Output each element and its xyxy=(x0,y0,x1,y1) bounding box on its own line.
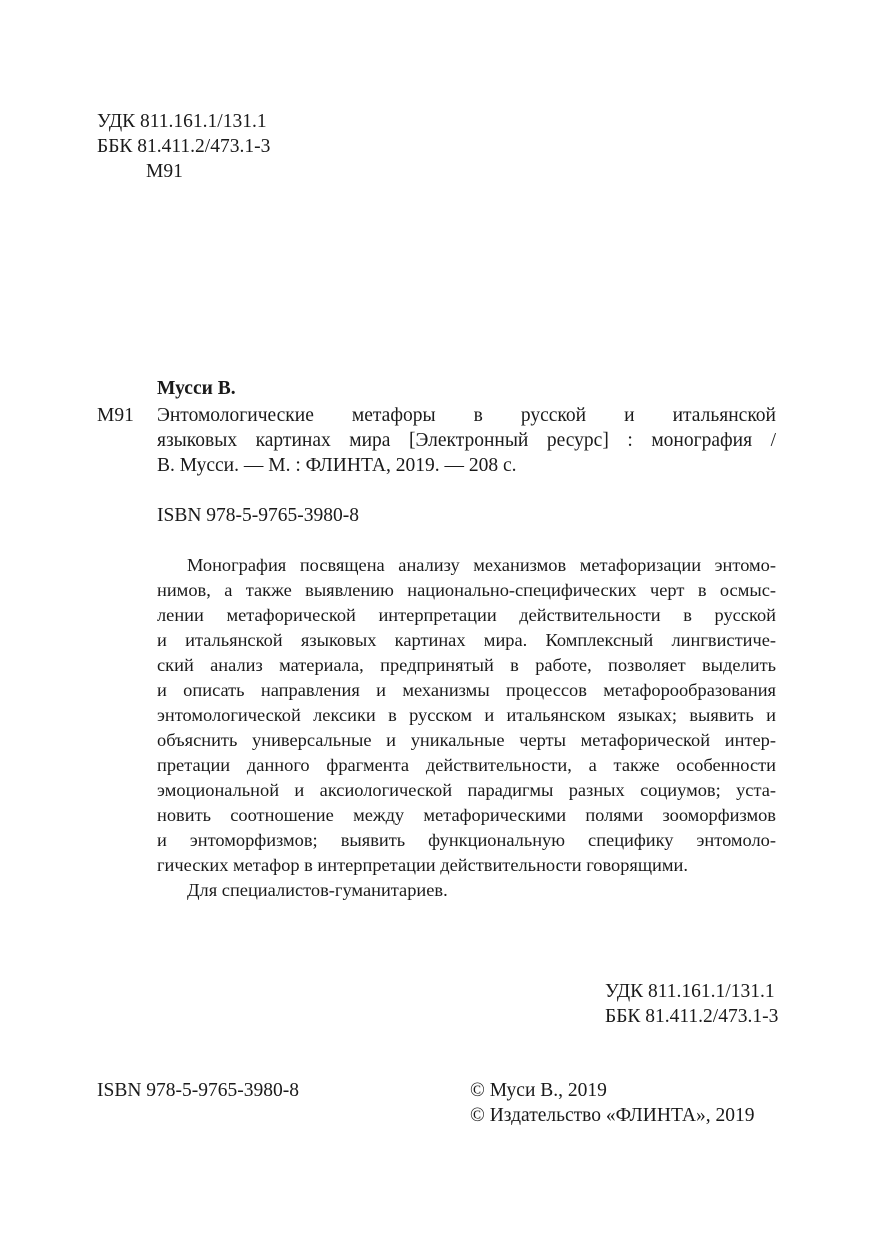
annotation-line: новить соотношение между метафорическими полями зооморфизмов xyxy=(157,805,776,825)
annotation-line: нимов, а также выявлению национально-специфических черт в осмыс- xyxy=(157,580,776,600)
entry-isbn: ISBN 978-5-9765-3980-8 xyxy=(157,505,360,526)
annotation-line: и итальянской языковых картинах мира. Комплексный лингвистиче- xyxy=(157,630,776,650)
annotation-line: объяснить универсальные и уникальные черты метафорической интер- xyxy=(157,730,776,750)
entry-author: Мусси В. xyxy=(157,378,236,399)
entry-title-line-3: В. Мусси. — М. : ФЛИНТА, 2019. — 208 с. xyxy=(157,455,517,476)
bottom-udk-code: УДК 811.161.1/131.1 xyxy=(605,981,775,1002)
copyright-author: © Муси В., 2019 xyxy=(470,1080,607,1101)
entry-title-line-2: языковых картинах мира [Электронный ресурс] : монография / xyxy=(157,430,776,451)
top-bbk-code: ББК 81.411.2/473.1-3 xyxy=(97,136,271,157)
annotation-line: и описать направления и механизмы процессов метафорообразования xyxy=(157,680,776,700)
annotation-audience: Для специалистов-гуманитариев. xyxy=(187,880,448,900)
entry-title-line-1: Энтомологические метафоры в русской и итальянской xyxy=(157,405,776,426)
bottom-bbk-code: ББК 81.411.2/473.1-3 xyxy=(605,1006,779,1027)
entry-author-sign: М91 xyxy=(97,405,134,426)
annotation-line: Монография посвящена анализу механизмов метафоризации энтомо- xyxy=(187,555,776,575)
annotation-line: и энтоморфизмов; выявить функциональную специфику энтомоло- xyxy=(157,830,776,850)
top-udk-code: УДК 811.161.1/131.1 xyxy=(97,111,267,132)
annotation-line: претации данного фрагмента действительности, а также особенности xyxy=(157,755,776,775)
copyright-publisher: © Издательство «ФЛИНТА», 2019 xyxy=(470,1105,755,1126)
annotation-line: энтомологической лексики в русском и итальянском языках; выявить и xyxy=(157,705,776,725)
annotation-line: эмоциональной и аксиологической парадигмы разных социумов; уста- xyxy=(157,780,776,800)
imprint-isbn: ISBN 978-5-9765-3980-8 xyxy=(97,1080,300,1101)
annotation-line: лении метафорической интерпретации действительности в русской xyxy=(157,605,776,625)
annotation-line: ский анализ материала, предпринятый в работе, позволяет выделить xyxy=(157,655,776,675)
top-author-sign: М91 xyxy=(146,161,183,182)
annotation-line: гических метафор в интерпретации действительности говорящими. xyxy=(157,855,688,875)
